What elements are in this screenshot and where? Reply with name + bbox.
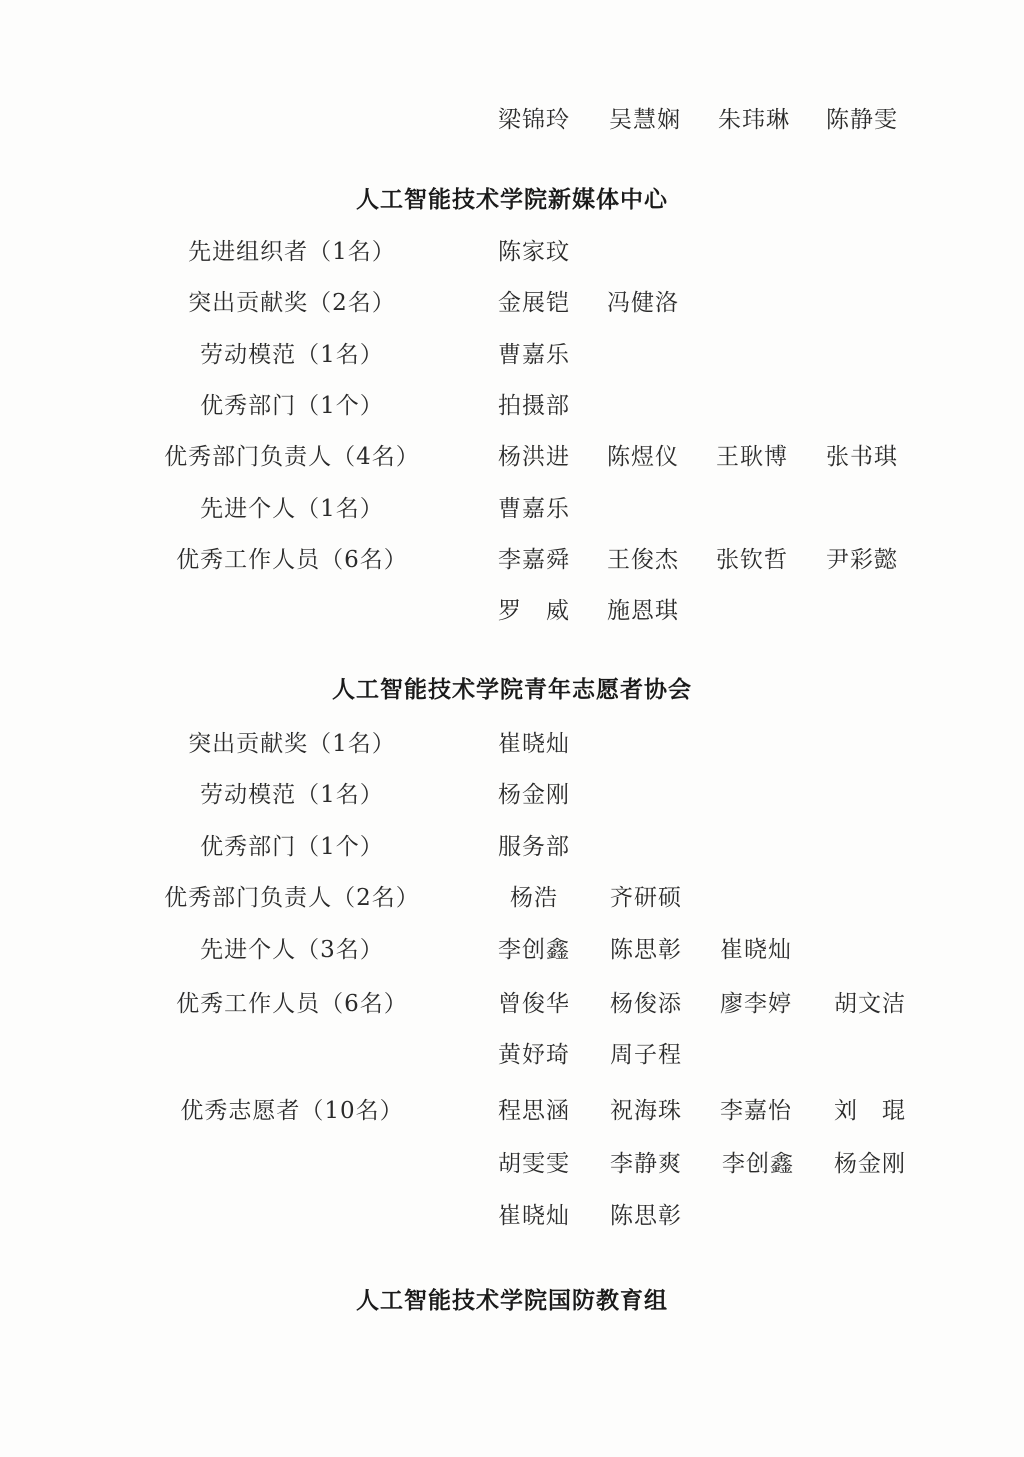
award-label: 优秀部门（1个） <box>200 834 384 860</box>
award-label: 优秀志愿者（10名） <box>180 1098 404 1124</box>
name: 曾俊华 <box>498 991 570 1017</box>
name: 曹嘉乐 <box>498 342 570 368</box>
name: 黄妤琦 <box>498 1042 570 1068</box>
award-row <box>0 777 1024 813</box>
award-row <box>0 337 1024 373</box>
award-row <box>0 829 1024 865</box>
name: 拍摄部 <box>498 393 570 419</box>
award-row <box>0 932 1024 968</box>
award-label: 先进个人（1名） <box>200 496 384 522</box>
name: 施恩琪 <box>607 598 679 624</box>
name: 冯健洛 <box>607 290 679 316</box>
award-row-continued <box>0 593 1024 629</box>
name: 崔晓灿 <box>498 731 570 757</box>
name: 李静爽 <box>610 1151 682 1177</box>
award-label: 优秀部门（1个） <box>200 393 384 419</box>
section-title: 人工智能技术学院新媒体中心 <box>356 187 668 213</box>
name: 崔晓灿 <box>720 937 792 963</box>
award-label: 劳动模范（1名） <box>200 782 384 808</box>
name: 张钦哲 <box>716 547 788 573</box>
award-label: 优秀部门负责人（4名） <box>164 444 420 470</box>
award-row <box>0 491 1024 527</box>
name: 李创鑫 <box>498 937 570 963</box>
name: 胡文洁 <box>834 991 906 1017</box>
award-label: 优秀部门负责人（2名） <box>164 885 420 911</box>
name: 李创鑫 <box>722 1151 794 1177</box>
section-title: 人工智能技术学院青年志愿者协会 <box>332 677 692 703</box>
name: 周子程 <box>610 1042 682 1068</box>
name: 杨俊添 <box>610 991 682 1017</box>
name: 陈煜仪 <box>607 444 679 470</box>
award-label: 优秀工作人员（6名） <box>176 991 408 1017</box>
award-label: 劳动模范（1名） <box>200 342 384 368</box>
name: 程思涵 <box>498 1098 570 1124</box>
name: 陈思彰 <box>610 937 682 963</box>
award-row <box>0 1093 1024 1129</box>
name: 金展铠 <box>498 290 570 316</box>
award-label: 先进个人（3名） <box>200 937 384 963</box>
name: 杨金刚 <box>834 1151 906 1177</box>
award-row <box>0 388 1024 424</box>
award-row <box>0 234 1024 270</box>
name: 崔晓灿 <box>498 1203 570 1229</box>
award-row <box>0 285 1024 321</box>
award-row <box>0 986 1024 1022</box>
name: 朱玮琳 <box>718 107 790 133</box>
name: 李嘉怡 <box>720 1098 792 1124</box>
name: 廖李婷 <box>720 991 792 1017</box>
name: 王俊杰 <box>607 547 679 573</box>
name: 陈家玟 <box>498 239 570 265</box>
award-row <box>0 880 1024 916</box>
name: 尹彩懿 <box>826 547 898 573</box>
award-row-continued <box>0 1146 1024 1182</box>
name: 陈思彰 <box>610 1203 682 1229</box>
name: 刘 琨 <box>834 1098 906 1124</box>
award-label: 先进组织者（1名） <box>188 239 396 265</box>
award-label: 优秀工作人员（6名） <box>176 547 408 573</box>
name: 罗 威 <box>498 598 570 624</box>
award-row <box>0 726 1024 762</box>
name: 祝海珠 <box>610 1098 682 1124</box>
name: 王耿博 <box>716 444 788 470</box>
section-title: 人工智能技术学院国防教育组 <box>356 1288 668 1314</box>
name: 曹嘉乐 <box>498 496 570 522</box>
award-row-continued <box>0 1198 1024 1234</box>
award-label: 突出贡献奖（2名） <box>188 290 396 316</box>
name: 杨金刚 <box>498 782 570 808</box>
award-row-continued <box>0 1037 1024 1073</box>
name: 杨浩 <box>510 885 558 911</box>
name: 陈静雯 <box>826 107 898 133</box>
award-label: 突出贡献奖（1名） <box>188 731 396 757</box>
name: 胡雯雯 <box>498 1151 570 1177</box>
award-row <box>0 542 1024 578</box>
name: 李嘉舜 <box>498 547 570 573</box>
name: 吴慧娴 <box>609 107 681 133</box>
name: 张书琪 <box>826 444 898 470</box>
continued-name-row <box>0 102 1024 138</box>
name: 服务部 <box>498 834 570 860</box>
award-row <box>0 439 1024 475</box>
name: 杨洪进 <box>498 444 570 470</box>
name: 齐研硕 <box>610 885 682 911</box>
name: 梁锦玲 <box>498 107 570 133</box>
